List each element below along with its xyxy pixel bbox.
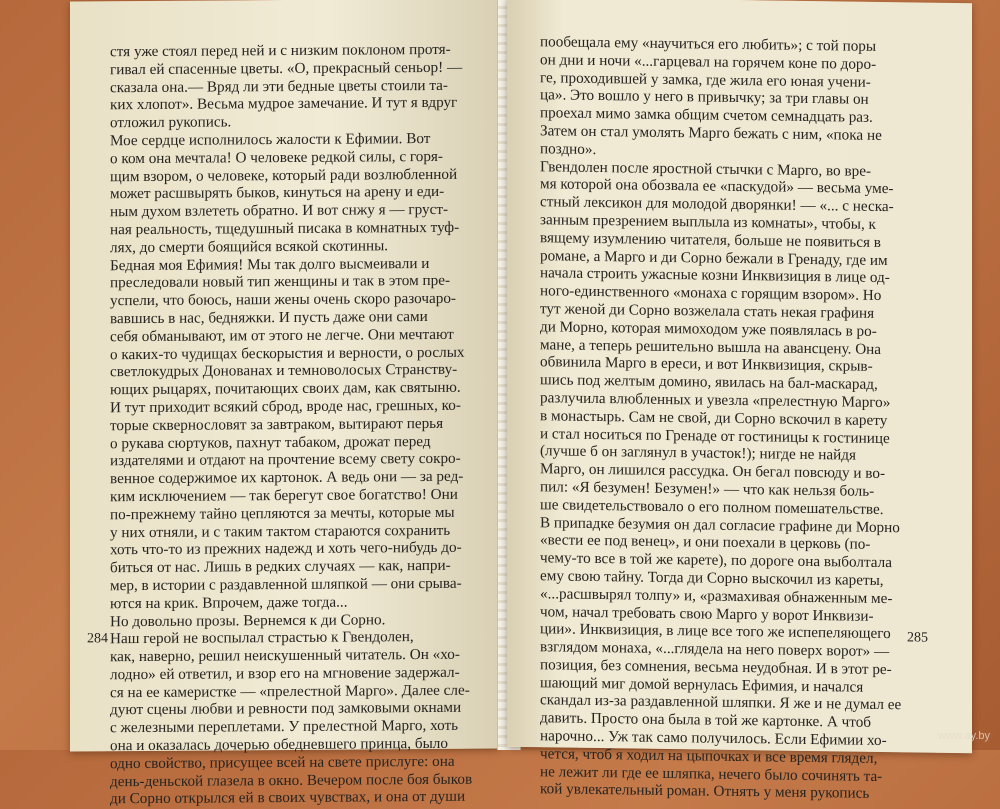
text-line: чему-то все в той же карете), по дороге она выболтала [540,549,892,572]
text-line: ге, проходившей у замка, где жила его юная учени- [540,68,871,91]
text-line: венное содержимое их картонок. А ведь они — за ред- [110,467,464,488]
text-line: начала строить ужасные козни Инквизиция в лице од- [540,264,890,287]
text-line: хоть что-то из прежних надежд и хоть чего-нибудь до- [110,539,462,559]
text-line: пообещала ему «научиться его любить»; с той поры [540,33,877,55]
text-line: Затем он стал умолять Марго бежать с ним, «пока не [540,122,882,144]
text-line: шись под желтым домино, явилась на бал-маскарад, [540,371,878,394]
text-line: дуют сцены любви и ревности под замковыми окнами [110,699,462,719]
text-line: мане, а теперь решительно вышла на авансцену. Она [540,335,882,358]
text-line: ющих рыцарях, почитающих своих дам, как святыню. [110,378,461,399]
text-line: по-прежнему тайно цепляются за мечты, которые мы [110,503,455,523]
text-line: стный лексикон для молодой дворянки! — «... с неска- [540,193,894,216]
text-line: В припадке безумия он дал согласие графине ди Морно [540,513,900,536]
right-book-page [507,0,972,803]
text-line: как, наверно, решил неискушенный читатель. Он «хо- [110,645,460,666]
text-line: одно свойство, присущее всей на свете прислуге: она [110,752,455,773]
text-line: у них отняли, и с таким тактом стараются сохранить [110,521,451,541]
text-line: мер, в истории с раздавленной шляпкой — они срыва- [110,574,462,595]
left-page-text [110,41,480,809]
text-line: поздно». [540,139,597,158]
text-line: издателями и отдают на прочтение всему свету сокро- [110,450,461,470]
text-line: светлокудрых Донованах и темноволосых Странству- [110,361,458,381]
text-line: с железными переплетами. У прелестной Марго, хоть [110,717,459,737]
text-line: «вести ее под венец», и они поехали в церковь (по- [540,531,871,554]
text-line: день-деньской глазела в окно. Вечером после боя быков [110,770,473,790]
text-line: щим взором, о человеке, который ради возлюбленной [110,165,458,185]
text-line: ного-единственного «монаха с горящим взором». Но [540,282,882,305]
text-line: (лучше б он заглянул в участок!); нигде не найдя [540,442,856,464]
text-line: ему свою тайну. Тогда ди Сорно выскочил из кареты, [540,567,884,589]
text-line: она и оказалась дочерью обедневшего принца, было [110,734,448,755]
text-line: ции». Инквизиция, в лице все того же испепеляющего [540,620,891,643]
text-line: он дни и ночи «...гарцевал на горячем коне по доро- [540,51,877,73]
text-line: ца». Это вошло у него в привычку; за три главы он [540,86,869,109]
text-line: нарочно... Уж так само получилось. Если Ефимии хо- [540,727,887,750]
text-line: ди Сорно открылся ей в своих чувствах, и она от души [110,788,466,808]
right-page-text [540,33,948,804]
text-line: чется, чтоб я ходил на цыпочках и все время глядел, [540,745,878,767]
text-line: вавшись в нас, бедняжки. И пусть даже они сами [110,307,428,328]
text-line: романе, а Марго и ди Сорно бежали в Гренаду, где им [540,246,888,269]
text-line: Гвендолен после яростной стычки с Марго, во вре- [540,157,872,180]
text-line: гивал ей спасенные цветы. «О, прекрасный сеньор! — [110,58,463,79]
text-line: чом, начал требовать свою Марго у ворот Инквизи- [540,602,874,625]
text-line: Марго, он лишился рассудка. Он бегал повсюду и во- [540,460,886,483]
text-line: мя которой она обозвала ее «паскудой» — весьма уме- [540,175,894,198]
text-line: торые сквернословят за завтраком, вытирают перья [110,414,444,434]
text-line: ких хлопот». Весьма мудрое замечание. И тут я вдруг [110,94,458,114]
text-line: пил: «Я безумен! Безумен!» — что как нельзя боль- [540,478,875,500]
text-line: может расшвырять быков, кинуться на арену и еди- [110,183,445,203]
text-line: биться от нас. Лишь в редких случаях — как, напри- [110,556,451,577]
text-line: кой увлекательный роман. Отнять у меня рукопись [540,780,870,803]
text-line: лодно» ей ответил, и взор его на мгновение задержал- [110,663,460,684]
text-line: позиция, без сомнения, весьма неудобная. И в этот ре- [540,656,892,679]
text-line: ся на ее камеристке — «прелестной Марго». Далее сле- [110,681,470,701]
text-line: обвинила Марго в ереси, и вот Инквизиция, скрыв- [540,353,873,376]
text-line: ким исключением — так берегут свое богатство! Они [110,485,458,506]
text-line: ная реальность, тщедушный писака в комнатных туф- [110,218,460,239]
text-line: успели, что боюсь, наши жены очень скоро разочаро- [110,289,456,310]
text-line: И тут приходит всякий сброд, вроде нас, грешных, ко- [110,396,461,417]
text-line: проехал мимо замка общим счетом семнадцать раз. [540,104,873,127]
right-page-number: 285 [907,630,928,646]
text-line: не лежит ли где ее шляпка, нечего было сочинять та- [540,762,883,785]
site-watermark: www.ay.by [938,730,990,742]
text-line: скандал из-за раздавленной шляпки. Я же и не думал ее [540,691,902,714]
text-line: преследовали новый тип женщины и так в этом пре- [110,272,451,292]
text-line: в монастырь. Сам не свой, ди Сорно вскочил в карету [540,406,888,429]
text-line: ше свидетельствовало о его полном помешательстве. [540,495,884,518]
text-line: ются на крик. Впрочем, даже тогда... [110,593,348,612]
text-line: вящему изумлению читателя, больше не появиться в [540,228,881,251]
text-line: взглядом монаха, «...глядела на него поверх ворот» — [540,638,890,661]
text-line: о каких-то чудищах бескорыстия и верности, о рослых [110,343,465,363]
text-line: о рукава сюртуков, пахнут табаком, дрожат перед [110,432,431,452]
text-line: стя уже стоял перед ней и с низким поклоном протя- [110,40,451,61]
left-book-page [70,0,500,808]
left-page-number: 284 [87,631,108,647]
text-line: занным презрением выплыла из комнаты», чтобы, к [540,211,876,233]
text-line: Бедная моя Ефимия! Мы так долго высмеивали и [110,254,430,274]
text-line: Но довольно прозы. Вернемся к ди Сорно. [110,610,386,630]
text-line: себя обманывают, им от этого не легче. Они мечтают [110,325,454,345]
text-line: ди Морно, которая мимоходом уже появлялась в ро- [540,317,877,340]
text-line: отложил рукопись. [110,113,232,132]
text-line: лях, до смерти боящийся всякой скотинны. [110,237,389,256]
text-line: шающий миг домой вернулась Ефимия, и начался [540,673,864,696]
text-line: ным духом взлететь обратно. И вот снжу я — груст- [110,201,449,221]
text-line: давить. Просто она была в той же картонке. А чтоб [540,709,872,732]
text-line: о ком она мечтала! О человеке редкой силы, с горя- [110,147,443,168]
text-line: «...расшвырял толпу» и, «размахивая обнаженным ме- [540,584,893,607]
text-line: и стал носиться по Гренаде от гостиницы к гостинице [540,424,890,447]
text-line: разлучила влюбленных и увезла «прелестную Марго» [540,389,891,412]
text-line: тут женой ди Сорно возжелала стать некая графиня [540,300,875,322]
text-line: Наш герой не воспылал страстью к Гвендолен, [110,628,414,648]
text-line: сказала она.— Вряд ли эти бедные цветы стоили та- [110,76,448,96]
text-line: Мое сердце исполнилось жалости к Ефимии. Вот [110,129,431,150]
